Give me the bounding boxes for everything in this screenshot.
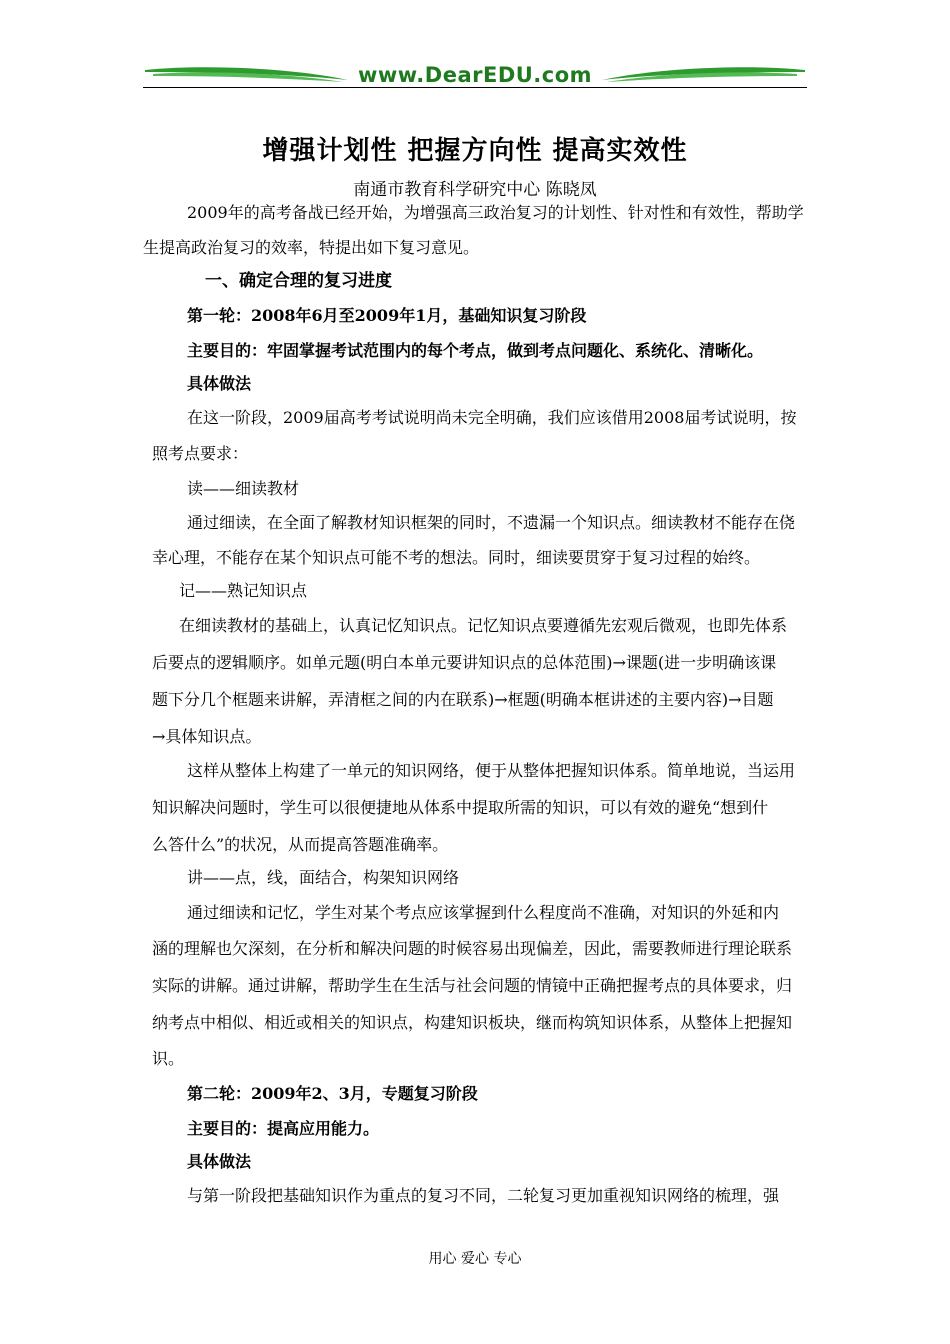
paragraph-line: 在这一阶段，2009届高考考试说明尚未完全明确，我们应该借用2008届考试说明，按: [187, 408, 797, 427]
paragraph-line: 后要点的逻辑顺序。如单元题(明白本单元要讲知识点的总体范围)→课题(进一步明确该课: [152, 653, 777, 672]
paragraph-line: 在细读教材的基础上，认真记忆知识点。记忆知识点要遵循先宏观后微观，也即先体系: [179, 616, 788, 635]
subheading-explain: 讲——点，线，面结合，构架知识网络: [187, 868, 460, 887]
paragraph-line: 纳考点中相似、相近或相关的知识点，构建知识板块，继而构筑知识体系，从整体上把握知: [152, 1013, 793, 1032]
paragraph-line: 实际的讲解。通过讲解，帮助学生在生活与社会问题的情镜中正确把握考点的具体要求，归: [152, 976, 793, 995]
subheading-memorize: 记——熟记知识点: [179, 581, 308, 600]
paragraph-line: 么答什么”的状况，从而提高答题准确率。: [152, 835, 449, 854]
round-heading: 第一轮：2008年6月至2009年1月，基础知识复习阶段: [187, 306, 587, 325]
paragraph-line: 涵的理解也欠深刻，在分析和解决问题的时候容易出现偏差，因此，需要教师进行理论联系: [152, 939, 793, 958]
paragraph-line: 生提高政治复习的效率，特提出如下复习意见。: [143, 238, 480, 257]
method-heading: 具体做法: [187, 374, 252, 393]
paragraph-line: 识。: [152, 1049, 185, 1068]
paragraph-line: 题下分几个框题来讲解，弄清框之间的内在联系)→框题(明确本框讲述的主要内容)→目题: [152, 690, 774, 709]
paragraph-line: 这样从整体上构建了一单元的知识网络，便于从整体把握知识体系。简单地说，当运用: [187, 761, 796, 780]
page-footer: 用心 爱心 专心: [428, 1251, 522, 1267]
document-title: 增强计划性 把握方向性 提高实效性: [262, 136, 688, 166]
paragraph-line: 与第一阶段把基础知识作为重点的复习不同，二轮复习更加重视知识网络的梳理，强: [187, 1186, 780, 1205]
paragraph-line: 通过细读，在全面了解教材知识框架的同时，不遗漏一个知识点。细读教材不能存在侥: [187, 513, 796, 532]
paragraph-line: 知识解决问题时，学生可以很便捷地从体系中提取所需的知识，可以有效的避免“想到什: [152, 798, 769, 817]
paragraph-line: 幸心理，不能存在某个知识点可能不考的想法。同时，细读要贯穿于复习过程的始终。: [152, 548, 761, 567]
header-divider: [143, 87, 807, 88]
paragraph-line: 通过细读和记忆，学生对某个考点应该掌握到什么程度尚不准确，对知识的外延和内: [187, 903, 780, 922]
goal-line: 主要目的：提高应用能力。: [187, 1119, 380, 1138]
goal-line: 主要目的：牢固掌握考试范围内的每个考点，做到考点问题化、系统化、清晰化。: [187, 341, 764, 360]
brand-logo-text[interactable]: www.DearEDU.com: [357, 63, 593, 87]
section-heading: 一、确定合理的复习进度: [205, 271, 392, 291]
subheading-read: 读——细读教材: [187, 479, 300, 498]
round-heading: 第二轮：2009年2、3月，专题复习阶段: [187, 1084, 478, 1103]
page-header: [143, 60, 807, 92]
paragraph-line: 照考点要求：: [152, 444, 249, 463]
paragraph-line: 2009年的高考备战已经开始，为增强高三政治复习的计划性、针对性和有效性，帮助学: [187, 203, 804, 222]
document-author: 南通市教育科学研究中心 陈晓凤: [353, 180, 597, 200]
method-heading: 具体做法: [187, 1152, 252, 1171]
paragraph-line: →具体知识点。: [152, 727, 262, 746]
